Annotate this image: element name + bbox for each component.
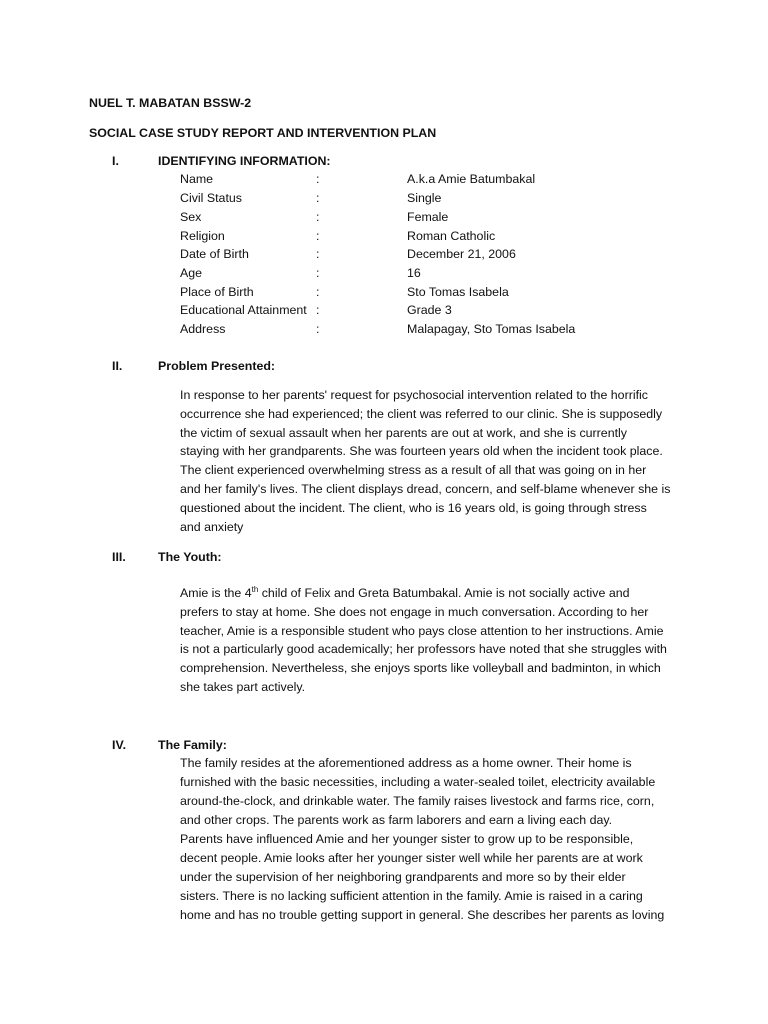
report-title: SOCIAL CASE STUDY REPORT AND INTERVENTION PLAN: [89, 126, 437, 140]
paragraph-line: and other crops. The parents work as farm laborers and earn a living each day.: [180, 813, 613, 827]
info-label: Sex: [180, 210, 202, 224]
info-label: Religion: [180, 229, 225, 243]
info-colon: :: [316, 285, 320, 299]
info-colon: :: [316, 322, 320, 336]
text-run: child of Felix and Greta Batumbakal. Amie is not socially active and: [258, 586, 630, 600]
paragraph-line: In response to her parents' request for psychosocial intervention related to the horrific: [180, 388, 648, 402]
paragraph-line: prefers to stay at home. She does not engage in much conversation. According to her: [180, 604, 649, 619]
paragraph-line: staying with her grandparents. She was fourteen years old when the incident took place.: [180, 444, 663, 459]
paragraph-line: comprehension. Nevertheless, she enjoys sports like volleyball and badminton, in which: [180, 661, 661, 676]
info-label: Name: [180, 172, 214, 186]
info-colon: :: [316, 172, 320, 186]
info-colon: :: [316, 191, 320, 205]
paragraph-line: teacher, Amie is a responsible student who pays close attention to her instructions. Amie: [180, 623, 664, 638]
paragraph-line: is not a particularly good academically; her professors have noted that she struggles with: [180, 642, 667, 657]
info-value: December 21, 2006: [407, 247, 516, 261]
info-label: Date of Birth: [180, 247, 249, 261]
paragraph-line: and anxiety: [180, 519, 244, 534]
info-value: Single: [407, 191, 442, 205]
problem-presented-paragraph: [180, 386, 680, 536]
paragraph-line: decent people. Amie looks after her younger sister well while her parents are at work: [180, 851, 643, 865]
text-run: Amie is the 4: [180, 586, 252, 600]
info-value: Roman Catholic: [407, 229, 496, 243]
info-colon: :: [316, 247, 320, 261]
section-1-title: IDENTIFYING INFORMATION:: [158, 154, 331, 168]
author-line: NUEL T. MABATAN BSSW-2: [89, 96, 252, 110]
info-label: Address: [180, 322, 226, 336]
section-3-title: The Youth:: [158, 550, 222, 564]
section-2-number: II.: [112, 359, 123, 373]
family-paragraph: [180, 754, 680, 925]
info-value: Female: [407, 210, 449, 224]
info-label: Place of Birth: [180, 285, 254, 299]
info-label: Educational Attainment: [180, 303, 307, 317]
paragraph-line: home and has no trouble getting support in general. She describes her parents as loving: [180, 908, 665, 922]
section-4-title: The Family:: [158, 738, 227, 752]
info-value: Sto Tomas Isabela: [407, 285, 509, 299]
info-colon: :: [316, 266, 320, 280]
info-value: Malapagay, Sto Tomas Isabela: [407, 322, 576, 336]
youth-paragraph: [180, 584, 680, 697]
section-1-number: I.: [112, 154, 119, 168]
paragraph-line: around-the-clock, and drinkable water. The family raises livestock and farms rice, corn,: [180, 794, 655, 808]
section-4-number: IV.: [112, 738, 127, 752]
info-colon: :: [316, 229, 320, 243]
paragraph-line: The family resides at the aforementioned address as a home owner. Their home is: [180, 756, 632, 770]
info-value: 16: [407, 266, 421, 280]
paragraph-line: Parents have influenced Amie and her younger sister to grow up to be responsible,: [180, 832, 634, 846]
paragraph-line: under the supervision of her neighboring grandparents and more so by their elder: [180, 870, 626, 884]
paragraph-line: [180, 584, 680, 603]
paragraph-line: sisters. There is no lacking sufficient attention in the family. Amie is raised in a caring: [180, 889, 643, 903]
paragraph-line: furnished with the basic necessities, including a water-sealed toilet, electricity available: [180, 775, 656, 789]
paragraph-line: the victim of sexual assault when her parents are out at work, and she is currently: [180, 425, 627, 440]
info-colon: :: [316, 210, 320, 224]
info-value: Grade 3: [407, 303, 452, 317]
info-value: A.k.a Amie Batumbakal: [407, 172, 536, 186]
paragraph-line: questioned about the incident. The client, who is 16 years old, is going through stress: [180, 500, 647, 515]
info-label: Civil Status: [180, 191, 242, 205]
paragraph-line: and her family's lives. The client displays dread, concern, and self-blame whenever she is: [180, 481, 671, 496]
paragraph-line: she takes part actively.: [180, 679, 306, 694]
section-2-title: Problem Presented:: [158, 359, 276, 373]
section-3-number: III.: [112, 550, 126, 564]
paragraph-line: occurrence she had experienced; the client was referred to our clinic. She is supposedly: [180, 406, 663, 421]
info-colon: :: [316, 303, 320, 317]
paragraph-line: The client experienced overwhelming stress as a result of all that was going on in her: [180, 463, 647, 478]
info-label: Age: [180, 266, 203, 280]
ordinal-suffix: th: [251, 584, 259, 594]
